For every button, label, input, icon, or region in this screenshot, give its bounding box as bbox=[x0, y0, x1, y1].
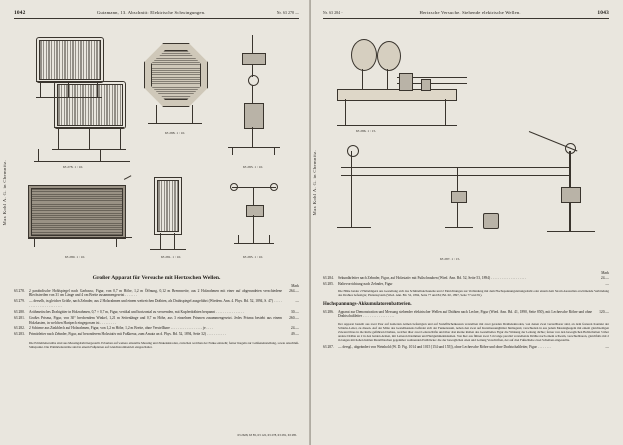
item-text: Primärleiter nach Zehnder, Figur, auf besonderem Holzstativ mit Fußkreuz, zum Ansatz an d. Phys. Bd. 52, 1894, Seite 32) . . . . . . . . . . . bbox=[29, 332, 226, 337]
figure-63288-octagonal-frame bbox=[142, 41, 208, 127]
item-price: 260.— bbox=[289, 315, 299, 320]
item-price: — bbox=[605, 281, 609, 286]
item-number: 63 284. bbox=[323, 275, 334, 280]
left-footer-refs: 63 2628, 63 85, 63 122, 63 278, 63 281, 63 285. bbox=[237, 433, 297, 438]
item-price: 264.— bbox=[289, 288, 299, 293]
figure-caption: 63 285. 1 : 10. bbox=[242, 255, 264, 259]
figure-63285-holder bbox=[226, 175, 284, 253]
item-text: 2 parabolische Hohlspiegel nach Garbasso, Figur, von 0,7 m Höhe, 1,2 m Öffnung, 0,12 m Brennweite, aus 2 Holzrahmen mit einer auf abgerundeten verschiedene Blechstreifen von 31 cm Länge und 4 cm Breite zusammengesetzt . . . . . . . bbox=[29, 288, 282, 298]
right-item-table-bottom bbox=[323, 309, 609, 320]
item-text: 2 Schirme aus Zinkblech auf Holzrahmen, Figur, von 1,2 m Höhe, 1,2 m Breite, ohne Verstellbare . . . . . . . . . . . . . . . . . . je . . . . bbox=[29, 326, 213, 331]
item-number: 63 279. bbox=[14, 299, 25, 304]
right-note-top: Die Höhe beider 2 Haltebügern ans Gestellung sich das Schüttelholzbauteile und 2 Einrichtungen zur Verbindung mit dem Hochspannungsleitungsdraht oder einem dem Strom Ausstellen erwärmende Verbindung des Drahtes befestigte; Plattensystem (Wied. Ann. Bd. 52, 1894, Seite 77 und 84; Bd. 60, 1897, Seite 77 und 81). bbox=[338, 288, 609, 297]
right-running-head-title: Hertzsche Versuche. Stehende elektrische Wellen. bbox=[419, 10, 521, 15]
figure-caption: 63 287. 1 : 15. bbox=[439, 257, 461, 261]
item-price: 24.— bbox=[600, 275, 609, 280]
item-text: Sekundärleiter nach Zehnder, Figur, auf Holzstativ mit Fußschrauben (Wied. Ann. Bd. 52, Seite 53, 1894) . . . . . . . . . . . . . . . . . . . . bbox=[338, 275, 527, 280]
left-running-head bbox=[14, 10, 299, 16]
left-item-table bbox=[14, 288, 299, 338]
item-text: — derselb, in gleicher Größe, nach Zehnder, aus 2 Holzrahmen und einem weitreichen Drähten, als Drahtspiegel ausgeführt (Wiedem. Ann. 4. Phys. Bd. 52, 1894, S. 47) . . . . . . . . . . . . . . . . . . . . . . . . bbox=[29, 299, 282, 308]
left-figure-area bbox=[14, 19, 299, 271]
item-number: 63 286. bbox=[323, 309, 334, 314]
table-row bbox=[14, 288, 299, 299]
item-text: Apparat zur Demonstration und Messung stehender elektrischer Wellen auf Drähten nach Lecher, Figur (Wied. Ann. Bd. 41, 1890, Seite 850), mit Lechersche Röhre und ohne Drahtschaltleiter . . . . . . . . . . . . . . . . . . bbox=[338, 309, 592, 319]
right-page-number: 1043 bbox=[597, 10, 609, 16]
item-price: — bbox=[295, 299, 299, 304]
item-price: 24.— bbox=[290, 326, 299, 331]
left-running-head-title: Gutzmann, 13. Abschnitt: Elektrische Schwingungen. bbox=[96, 10, 206, 15]
figure-63281-wire-grid bbox=[144, 177, 198, 253]
left-note: Die Primärleiterstäbe sind aus Messingdraht hergestellt. Erlauben auf weitere einstellte Messing und Zinkelektroden, zwischen welchen der Funke entsteht; ferner Kugeln zur Größeneinstellung, sowie Anschluß-Stützpunkt. Die Primärleiterstäbe sind in einem Fußplatten auf Gleichstrombetrieb eingeschaltet. bbox=[29, 340, 299, 349]
right-item-table-top bbox=[323, 275, 609, 287]
item-price: — bbox=[605, 345, 609, 350]
item-number: 63 287. bbox=[323, 345, 334, 350]
item-number: 63 281. bbox=[14, 315, 25, 320]
figure-63283-primary-conductor bbox=[220, 35, 286, 161]
right-item-table-last bbox=[323, 345, 609, 351]
figure-caption: 63 288. 1 : 10. bbox=[164, 131, 186, 135]
right-sub-head: Hochspannungs-Akkumulatorenbatterien. bbox=[323, 302, 412, 308]
figure-63280-prism-block bbox=[28, 179, 132, 251]
figure-caption: 63 283. 1 : 10. bbox=[242, 165, 264, 169]
item-number: 63 285. bbox=[323, 281, 334, 286]
table-row bbox=[14, 299, 299, 310]
item-text: Arithmetisches Drahtgitter in Holzrahmen, 0,7 × 0,7 m, Figur, vertikal und horizontal zu verwenden, mit Kupferdrähten bespannt . . . . . . . . . . . . . . . . bbox=[29, 309, 244, 314]
table-row bbox=[14, 332, 299, 338]
table-row bbox=[323, 281, 609, 287]
figure-63286-lecher-apparatus bbox=[337, 33, 467, 127]
left-page-number: 1042 bbox=[14, 10, 26, 16]
figure-caption: 63 278. 1 : 10. bbox=[62, 165, 84, 169]
left-page bbox=[0, 0, 311, 445]
item-number: 63 280. bbox=[14, 309, 25, 314]
item-price: 120.— bbox=[599, 309, 609, 314]
right-mark-header: Mark bbox=[601, 271, 609, 275]
item-price: 49.— bbox=[290, 332, 299, 337]
right-note-bottom: Der Apparat besteht aus zwei Paar auf isolierten Armen befestigten und auf Standflächenkasten verstellten mit zwei geraden Drahtelektroden, von denen zwei verstellbarer sind, an dem festeren Kontakt der Schiebe-Leiter, zu diesen. Auf der Mitte des Gestellkastens befindet sich der Funkenraum, neben den zwei auf Kurzmessunghütter hinliegend, verschieden in aus jedem Messingkugeln mit einem gleichzeitigen Zuwand ihres in die Rolle geführten Drahtes, welcher über zwei Leiterschäfte und über drei kleine Rollen des Gestellteiles Figur die Wirkung der Leitung dichte; ferner von den beweglichen Hohlschalten 3 über andere Drähte an 2 in den beiden Armen, mit Leiteren Klemmen und Hartgummeinklauben. Von hier aus führen zwei 3 m lange parallel verstellende Drähte nach einem schwam, verschiebbaren, gleichfalls mit 2 m langen mit hohen hohlen Metallblechen gegenüber wohnenden Endblöcke: die der beweglichen oben und Leitung Vorschriften, der auf drei Fußschiebe zwei Scheiben eingestellte. bbox=[338, 321, 609, 343]
table-row bbox=[323, 345, 609, 351]
figure-caption: 63 286. 1 : 15. bbox=[355, 129, 377, 133]
right-running-head-ref: Nr. 63 284 - bbox=[323, 11, 343, 15]
right-page bbox=[311, 0, 623, 445]
figure-caption: 63 281. 1 : 10. bbox=[160, 255, 182, 259]
item-number: 63 282. bbox=[14, 326, 25, 331]
item-number: 63 283. bbox=[14, 332, 25, 337]
left-mark-header: Mark bbox=[291, 284, 299, 288]
figure-63278-parabolic-mirrors bbox=[28, 33, 133, 159]
right-figure-area bbox=[323, 19, 609, 271]
item-text: Großes Prisma, Figur, von 30° brechendem Winkel, 1,21 m Seitenlänge und 0,7 m Höhe, aus 3 einzelnen Prismen zusammengesetzt. Jedes Prisma besteht aus einem Holzkasten, in welchen Hartpech eingegossen ist . . . . . . . . . bbox=[29, 315, 282, 325]
left-sidenote: Max Kohl A. G. in Chemnitz. bbox=[2, 160, 7, 226]
right-running-head bbox=[323, 10, 609, 16]
item-text: — dersgl., abgeändert von Weinhold (W. D. Fig. 1014 und 1015 [154 und 155]), ohne Lechersche Röhre und ohne Drahtschaltleiter, Figur . . . . . . . . bbox=[338, 345, 552, 350]
item-price: 30.— bbox=[290, 309, 299, 314]
item-text: Haltevorrichtung nach Zehnder, Figur bbox=[338, 281, 393, 286]
right-sidenote: Max Kohl A. G. in Chemnitz. bbox=[312, 150, 317, 216]
table-row bbox=[14, 315, 299, 326]
left-section-title: Großer Apparat für Versuche mit Hertzschen Wellen. bbox=[92, 275, 221, 281]
table-row bbox=[323, 309, 609, 320]
figure-63287-wire-stand bbox=[333, 131, 605, 255]
left-running-head-ref: Nr. 63 278 — bbox=[276, 11, 299, 15]
item-number: 63 278. bbox=[14, 288, 25, 293]
figure-caption: 63 280. 1 : 10. bbox=[64, 255, 86, 259]
